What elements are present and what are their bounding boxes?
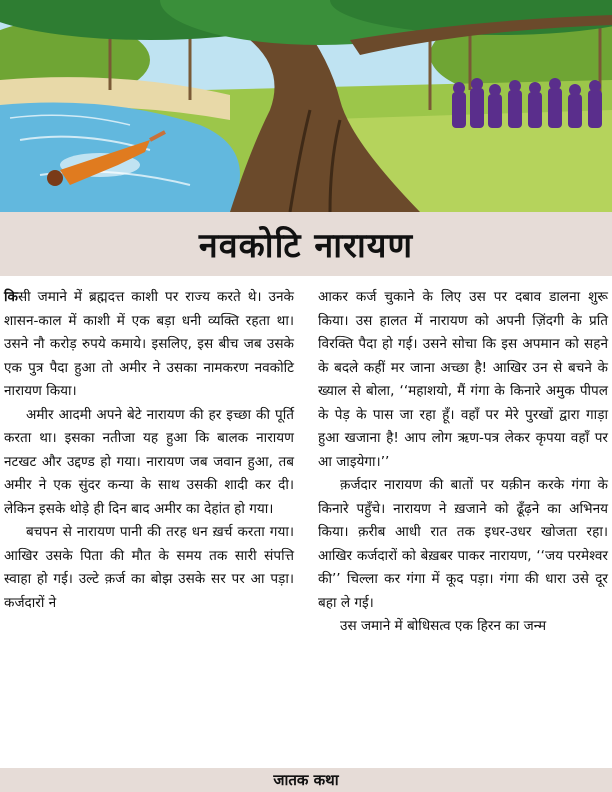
story-title: नवकोटि नारायण — [198, 226, 414, 266]
paragraph: बचपन से नारायण पानी की तरह धन ख़र्च करता गया। आखिर उसके पिता की मौत के समय तक सारी संपत्ति स्वाहा हो गई। उल्टे क़र्ज का बोझ उसके सर पर आ पड़ा। कर्जदारों ने — [4, 524, 294, 611]
paragraph: अमीर आदमी अपने बेटे नारायण की हर इच्छा की पूर्ति करता था। इसका नतीजा यह हुआ कि बालक नारायण नटखट और उद्दण्ड हो गया। नारायण जब जवान हुआ, तब अमीर ने एक सुंदर कन्या के साथ उसकी शादी कर दी। लेकिन इसके थोड़े ही दिन बाद अमीर का देहांत हो गया। — [4, 406, 294, 517]
title-band — [0, 212, 612, 276]
left-column — [4, 286, 294, 639]
drop-cap: कि — [4, 289, 18, 305]
banyan-river-scene — [0, 0, 612, 212]
paragraph: उस जमाने में बोधिसत्व एक हिरन का जन्म — [340, 618, 547, 634]
paragraph: किसी जमाने में ब्रह्मदत्त काशी पर राज्य करते थे। उनके शासन-काल में काशी में एक बड़ा धनी व्यक्ति रहता था। उसने नौ करोड़ रुपये कमाये। इसलिए, इस बीच जब उसके एक पुत्र पैदा हुआ तो अमीर ने उसका नामकरण नवकोटि नारायण किया। — [4, 289, 294, 399]
footer-band — [0, 768, 612, 792]
right-column — [318, 286, 608, 639]
footer-label: जातक कथा — [273, 771, 339, 789]
paragraph: आकर कर्ज चुकाने के लिए उस पर दबाव डालना शुरू किया। उस हालत में नारायण को अपनी ज़िंदगी के प्रति विरक्ति पैदा हो गई। उसने सोचा कि इस अपमान को सहने के बदले कहीं मर जाना अच्छा है! आखिर उन से बचने के ख्याल से बोला, ‘‘महाशयो, मैं गंगा के किनारे अमुक पीपल के पेड़ के पास जा रहा हूँ। वहाँ पर मेरे पुरखों द्वारा गाड़ा हुआ खजाना है! आप लोग ऋण-पत्र लेकर कृपया वहाँ पर आ जाइयेगा।’’ — [318, 289, 608, 470]
paragraph: क़र्जदार नारायण की बातों पर यक़ीन करके गंगा के किनारे पहुँचे। नारायण ने ख़जाने को ढूँढ़ने का अभिनय किया। क़रीब आधी रात तक इधर-उधर खोजता रहा। आखिर कर्जदारों को बेख़बर पाकर नारायण, ‘‘जय परमेश्वर की’’ चिल्ला कर गंगा में कूद पड़ा। गंगा की धारा उसे दूर बहा ले गई। — [318, 477, 608, 611]
story-illustration — [0, 0, 612, 212]
story-body — [4, 286, 608, 639]
